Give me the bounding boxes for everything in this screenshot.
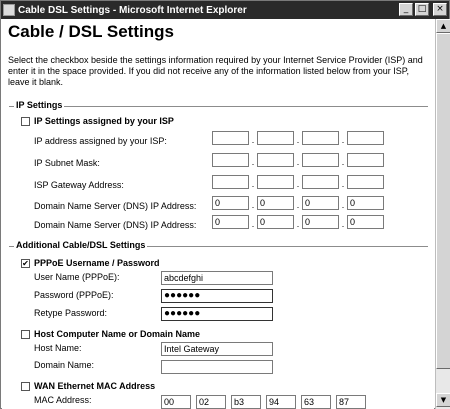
dns2-octet-3[interactable]: 0 bbox=[302, 215, 339, 229]
host-checkbox-row[interactable] bbox=[21, 329, 200, 339]
ip-address-octet-2[interactable] bbox=[257, 131, 294, 145]
host-checkbox[interactable] bbox=[21, 330, 30, 339]
ip-address-octet-1[interactable] bbox=[212, 131, 249, 145]
gateway-octet-4[interactable] bbox=[347, 175, 384, 189]
subnet-octet-1[interactable] bbox=[212, 153, 249, 167]
retype-password-field[interactable]: ●●●●●● bbox=[161, 307, 273, 321]
gateway-octet-3[interactable] bbox=[302, 175, 339, 189]
additional-settings-title: Additional Cable/DSL Settings bbox=[16, 240, 146, 250]
mac-octet-2[interactable]: 02 bbox=[196, 395, 226, 409]
dns1-label: Domain Name Server (DNS) IP Address: bbox=[34, 201, 197, 211]
scroll-down-button[interactable]: ▼ bbox=[436, 393, 450, 407]
gateway-label: ISP Gateway Address: bbox=[34, 180, 124, 190]
retype-password-label: Retype Password: bbox=[34, 308, 108, 318]
intro-text: Select the checkbox beside the settings information required by your Internet Service Provider (ISP) and enter it in the space provided. If you did not receive any of the information listed below from your ISP, leave it blank. bbox=[8, 55, 423, 87]
dns1-octet-2[interactable]: 0 bbox=[257, 196, 294, 210]
dns2-label: Domain Name Server (DNS) IP Address: bbox=[34, 220, 197, 230]
ip-settings-checkbox[interactable] bbox=[21, 117, 30, 126]
dns1-octet-1[interactable]: 0 bbox=[212, 196, 249, 210]
ip-address-input: . . . bbox=[212, 131, 384, 145]
page-content bbox=[2, 19, 434, 409]
subnet-octet-3[interactable] bbox=[302, 153, 339, 167]
gateway-octet-1[interactable] bbox=[212, 175, 249, 189]
scroll-up-button[interactable]: ▲ bbox=[436, 19, 450, 33]
ip-settings-title: IP Settings bbox=[16, 100, 63, 110]
dns1-octet-3[interactable]: 0 bbox=[302, 196, 339, 210]
mac-checkbox[interactable] bbox=[21, 382, 30, 391]
ip-address-octet-4[interactable] bbox=[347, 131, 384, 145]
mac-address-label: MAC Address: bbox=[34, 395, 92, 405]
additional-settings-section bbox=[9, 240, 428, 409]
dns1-input: 0 . 0 . 0 . 0 bbox=[212, 196, 384, 210]
maximize-button[interactable]: □ bbox=[415, 3, 429, 16]
mac-octet-5[interactable]: 63 bbox=[301, 395, 331, 409]
host-name-field[interactable]: Intel Gateway bbox=[161, 342, 273, 356]
ip-settings-checkbox-row[interactable] bbox=[21, 116, 174, 126]
dns1-octet-4[interactable]: 0 bbox=[347, 196, 384, 210]
subnet-octet-2[interactable] bbox=[257, 153, 294, 167]
ie-page-icon bbox=[3, 4, 15, 16]
ip-address-octet-3[interactable] bbox=[302, 131, 339, 145]
mac-octet-4[interactable]: 94 bbox=[266, 395, 296, 409]
host-name-label: Host Name: bbox=[34, 343, 82, 353]
mac-octet-1[interactable]: 00 bbox=[161, 395, 191, 409]
scroll-thumb[interactable] bbox=[436, 33, 450, 369]
page-title: Cable / DSL Settings bbox=[8, 22, 174, 41]
subnet-octet-4[interactable] bbox=[347, 153, 384, 167]
username-label: User Name (PPPoE): bbox=[34, 272, 120, 282]
gateway-octet-2[interactable] bbox=[257, 175, 294, 189]
minimize-button[interactable]: _ bbox=[399, 3, 413, 16]
host-checkbox-label: Host Computer Name or Domain Name bbox=[34, 329, 201, 339]
dns2-input: 0 . 0 . 0 . 0 bbox=[212, 215, 384, 229]
mac-checkbox-row[interactable] bbox=[21, 381, 155, 391]
title-bar bbox=[1, 1, 449, 19]
pppoe-checkbox-label: PPPoE Username / Password bbox=[34, 258, 160, 268]
mac-octet-3[interactable]: b3 bbox=[231, 395, 261, 409]
username-field[interactable]: abcdefghi bbox=[161, 271, 273, 285]
domain-name-label: Domain Name: bbox=[34, 360, 95, 370]
dns2-octet-1[interactable]: 0 bbox=[212, 215, 249, 229]
pppoe-checkbox-row[interactable] bbox=[21, 258, 160, 268]
pppoe-checkbox[interactable]: ✔ bbox=[22, 258, 29, 268]
subnet-mask-input: . . . bbox=[212, 153, 384, 167]
vertical-scrollbar[interactable] bbox=[435, 19, 450, 409]
window-title: Cable DSL Settings - Microsoft Internet Explorer bbox=[18, 4, 247, 16]
domain-name-field[interactable] bbox=[161, 360, 273, 374]
dns2-octet-4[interactable]: 0 bbox=[347, 215, 384, 229]
ip-settings-section bbox=[9, 100, 428, 246]
mac-checkbox-label: WAN Ethernet MAC Address bbox=[34, 381, 156, 391]
password-field[interactable]: ●●●●●● bbox=[161, 289, 273, 303]
ip-address-label: IP address assigned by your ISP: bbox=[34, 136, 167, 146]
close-button[interactable]: × bbox=[433, 3, 447, 16]
gateway-input: . . . bbox=[212, 175, 384, 189]
subnet-mask-label: IP Subnet Mask: bbox=[34, 158, 100, 168]
dns2-octet-2[interactable]: 0 bbox=[257, 215, 294, 229]
ip-settings-checkbox-label: IP Settings assigned by your ISP bbox=[34, 116, 174, 126]
mac-octet-6[interactable]: 87 bbox=[336, 395, 366, 409]
password-label: Password (PPPoE): bbox=[34, 290, 114, 300]
